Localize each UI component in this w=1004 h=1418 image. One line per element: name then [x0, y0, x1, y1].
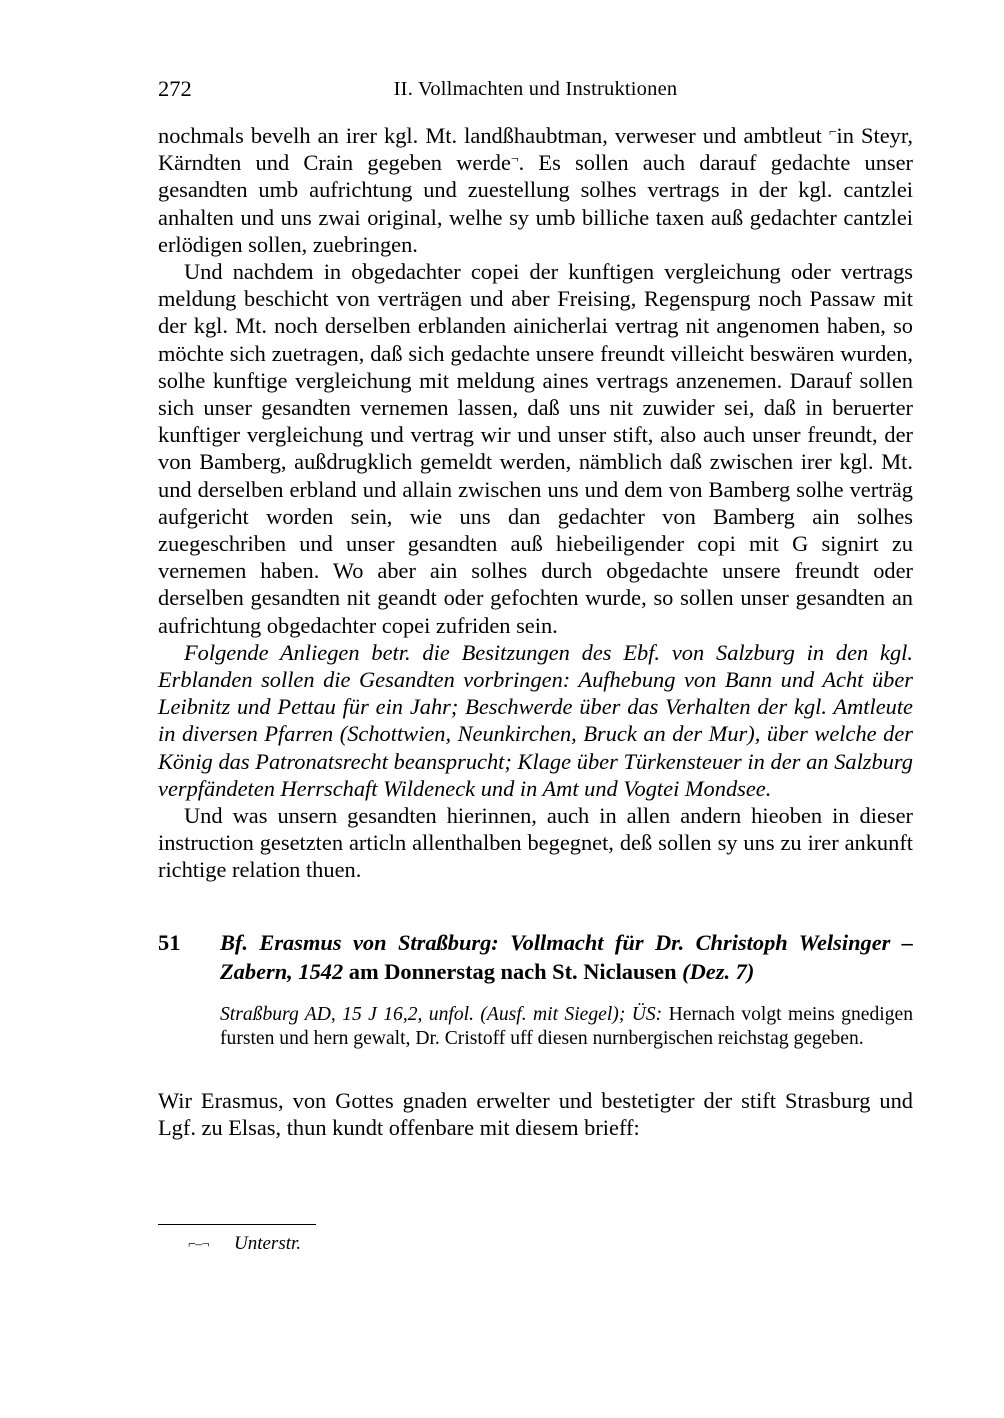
entry-body-block [158, 1087, 913, 1141]
entry-opening-paragraph: Wir Erasmus, von Gottes gnaden erwelter und bestetigter der stift Strasburg und Lgf. zu Elsas, thun kundt offenbare mit diesem brieff: [158, 1088, 913, 1141]
paragraph-1-text-after: . Es sollen auch darauf gedachte unser gesandten umb aufrichtung und zuestellung solhes vertrags in der kgl. cantzlei anhalten und uns zwai original, welhe sy umb billiche taxen auß gedachter cantzlei erlödigen sollen, zuebringen. [158, 150, 914, 257]
paragraph-2: Und nachdem in obgedachter copei der kunftigen vergleichung oder vertrags meldung beschicht von verträgen und aber Freising, Regenspurg noch Passaw mit der kgl. Mt. noch derselben erblanden ainicherlai vertrag nit angenomen haben, so möchte sich zuetragen, daß sich gedachte unsere freundt villeicht beswären wurden, solhe kunftige vergleichung mit meldung aines vertrags anzenemen. Darauf sollen sich unser gesandten vernemen lassen, daß uns nit zuwider sei, daß in beruerter kunftiger vergleichung und vertrag wir und unser stift, also auch unser freundt, der von Bamberg, außdrugklich gemeldt werden, nämblich daß zwischen irer kgl. Mt. und derselben erbland und allain zwischen uns und dem von Bamberg solhe verträg aufgericht worden sein, wie uns dan gedachter von Bamberg ain solhes zuegeschriben und unser gesandten auß hiebeiligender copi mit G signirt zu vernemen haben. Wo aber ain solhes durch obgedachte unsere freundt oder derselben gesandten nit geandt oder gefochten wurde, so sollen unser gesandten an aufrichtung obgedachter copei zufriden sein. [158, 259, 913, 638]
entry-heading [158, 929, 913, 986]
entry-title-date-modern: (Dez. 7) [682, 958, 755, 984]
paragraph-1 [158, 122, 913, 258]
main-text-block [158, 122, 913, 884]
running-head [158, 76, 913, 102]
source-note [220, 1003, 913, 1051]
footnote-text: Unterstr. [234, 1233, 302, 1254]
entry-title-date: am Donnerstag nach St. Niclausen [348, 958, 677, 984]
footnote-apparatus [158, 1224, 913, 1256]
paragraph-1-text-before: nochmals bevelh an irer kgl. Mt. landßhaubtman, verweser und ambtleut [158, 123, 829, 148]
footnote-separator-rule [158, 1224, 316, 1225]
footnote-marker: ⌐–¬ [188, 1236, 210, 1251]
paragraph-3-summary: Folgende Anliegen betr. die Besitzungen des Ebf. von Salzburg in den kgl. Erblanden sollen die Gesandten vorbringen: Aufhebung von Bann und Acht über Leibnitz und Pettau für ein Jahr; Beschwerde über das Verhalten der kgl. Amtleute in diversen Pfarren (Schottwien, Neunkirchen, Bruck an der Mur), über welche der König das Patronatsrecht beansprucht; Klage über Türkensteuer in der an Salzburg verpfändeten Herrschaft Wildeneck und in Amt und Vogtei Mondsee. [158, 639, 913, 801]
footnote-item [158, 1232, 913, 1256]
entry-title [220, 929, 913, 986]
footnote-close-marker: ¬ [510, 151, 519, 167]
paragraph-4: Und was unsern gesandten hierinnen, auch in allen andern hieoben in dieser instruction gesetzten articln allenthalben begegnet, deß sollen sy uns zu irer ankunft richtige relation thuen. [158, 803, 913, 883]
source-incipit: Hernach volgt meins gnedigen fursten und hern gewalt, Dr. Cristoff uff diesen nurnbergischen reichstag gegeben. [220, 1004, 913, 1050]
paragraph-1-text-marked: in Steyr, Kärndten und Crain gegeben werde [158, 123, 913, 176]
source-citation: Straßburg AD, 15 J 16,2, unfol. (Ausf. mit Siegel); ÜS: [220, 1004, 663, 1025]
running-title: II. Vollmachten und Instruktionen [393, 78, 678, 100]
footnote-open-marker: ⌐ [828, 124, 837, 140]
entry-title-part1: Bf. Erasmus von Straßburg: Vollmacht für Dr. Christoph Welsinger – Zabern, 1542 [220, 930, 913, 984]
page-number: 272 [158, 76, 192, 101]
entry-51 [158, 929, 913, 1051]
entry-number: 51 [158, 930, 181, 955]
